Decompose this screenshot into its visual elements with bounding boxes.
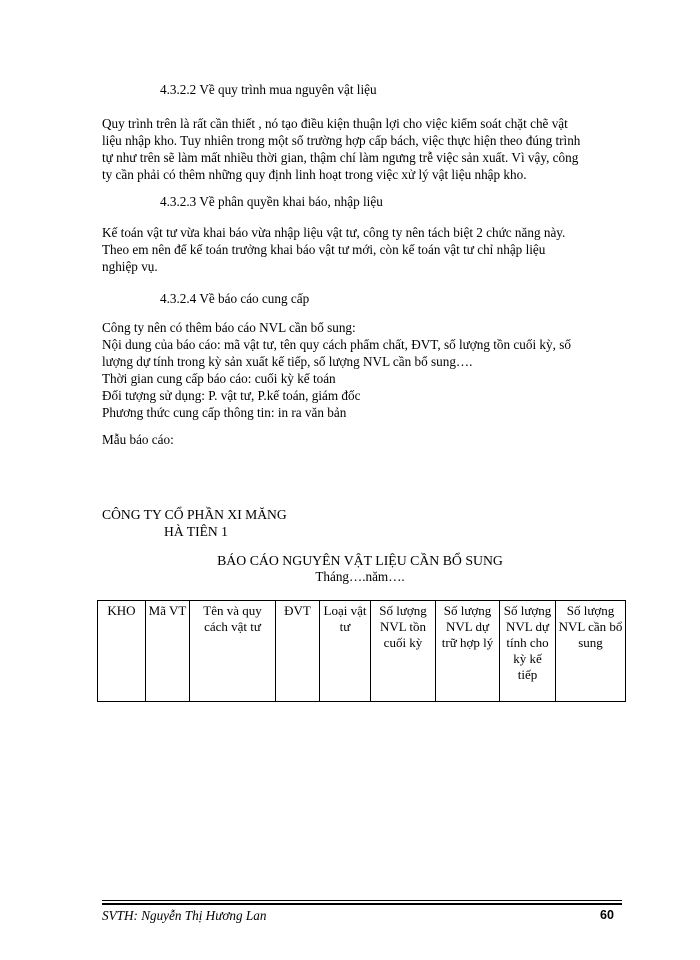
company-header [102,506,287,540]
footer-rule-thick [102,903,622,905]
report-table [97,600,626,702]
text-line: Theo em nên để kế toán trưởng khai báo vật tư mới, còn kế toán vật tư chỉ nhập liệu [102,242,546,257]
footer-rule-thin [102,900,622,901]
column-header-ton-cuoi-ky: Số lượng NVL tồn cuối kỳ [371,601,436,702]
column-header-loai-vat-tu: Loại vật tư [320,601,371,702]
table-header-row [98,601,626,702]
text-line: nghiệp vụ. [102,259,158,274]
text-line: Phương thức cung cấp thông tin: in ra văn bản [102,405,347,420]
column-header-dvt: ĐVT [276,601,320,702]
text-line: Kế toán vật tư vừa khai báo vừa nhập liệu vật tư, công ty nên tách biệt 2 chức năng này. [102,225,566,240]
text-line: Công ty nên có thêm báo cáo NVL cần bổ sung: [102,320,356,335]
text-line: Đối tượng sử dụng: P. vật tư, P.kế toán, giám đốc [102,388,361,403]
column-header-can-bo-sung: Số lượng NVL cần bổ sung [556,601,626,702]
footer-author: SVTH: Nguyễn Thị Hương Lan [102,908,267,923]
paragraph-purchase-process [102,115,616,183]
text-line: lượng dự tính trong kỳ sản xuất kế tiếp, số lượng NVL cần bổ sung…. [102,354,473,369]
text-line: tự như trên sẽ làm mất nhiều thời gian, thậm chí làm ngưng trễ việc sản xuất. Vì vậy, công [102,150,579,165]
column-header-kho: KHO [98,601,146,702]
text-line: Quy trình trên là rất cần thiết , nó tạo điều kiện thuận lợi cho việc kiểm soát chặt chẽ vật [102,116,568,131]
column-header-ten-quy-cach: Tên và quy cách vật tư [190,601,276,702]
column-header-du-tinh-ky-ke-tiep: Số lượng NVL dự tính cho kỳ kế tiếp [500,601,556,702]
paragraph-report [102,319,616,421]
section-heading-4-3-2-4: 4.3.2.4 Về báo cáo cung cấp [160,291,310,306]
report-title: BÁO CÁO NGUYÊN VẬT LIỆU CẦN BỔ SUNG [217,553,503,568]
page-number: 60 [600,908,614,922]
section-heading-4-3-2-2: 4.3.2.2 Về quy trình mua nguyên vật liệu [160,82,377,97]
company-name-line2: HÀ TIÊN 1 [164,524,228,539]
text-line: Nội dung của báo cáo: mã vật tư, tên quy cách phẩm chất, ĐVT, số lượng tồn cuối kỳ, số [102,337,571,352]
column-header-ma-vt: Mã VT [146,601,190,702]
report-subtitle: Tháng….năm…. [315,569,405,584]
text-line: liệu nhập kho. Tuy nhiên trong một số trường hợp cấp bách, việc thực hiện theo đúng trình [102,133,581,148]
column-header-du-tru-hop-ly: Số lượng NVL dự trữ hợp lý [436,601,500,702]
sample-label: Mẫu báo cáo: [102,432,174,447]
section-heading-4-3-2-3: 4.3.2.3 Về phân quyền khai báo, nhập liệu [160,194,383,209]
company-name-line1: CÔNG TY CỔ PHẦN XI MĂNG [102,507,287,522]
text-line: Thời gian cung cấp báo cáo: cuối kỳ kế toán [102,371,336,386]
text-line: ty cần phải có thêm những quy định linh hoạt trong việc xử lý vật liệu nhập kho. [102,167,527,182]
paragraph-data-entry [102,224,616,275]
